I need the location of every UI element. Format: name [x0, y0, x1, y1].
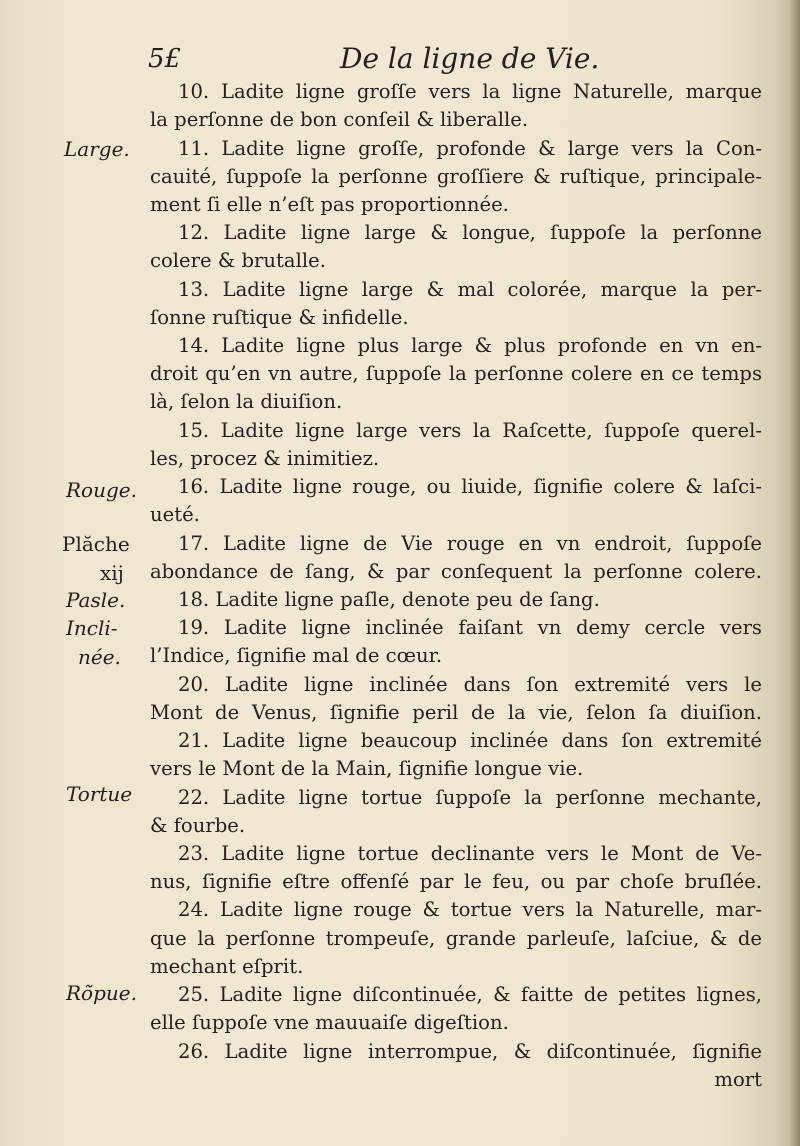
text-line: 24. Ladite ligne rouge & tortue vers la Naturelle, mar-	[178, 898, 762, 921]
text-line: 26. Ladite ligne interrompue, & diſcontinuée, ſignifie	[178, 1040, 762, 1063]
text-line: 16. Ladite ligne rouge, ou liuide, ſignifie colere & laſci-	[178, 475, 762, 498]
text-line: les, procez & inimitiez.	[150, 447, 380, 470]
margin-note-planche: Plăche	[62, 532, 130, 556]
text-line: 13. Ladite ligne large & mal colorée, marque la per-	[178, 278, 762, 301]
page-number: 5£	[148, 44, 182, 74]
text-line: 25. Ladite ligne diſcontinuée, & faitte de petites lignes,	[178, 983, 762, 1006]
text-line: 11. Ladite ligne groſſe, profonde & large vers la Con-	[178, 137, 762, 160]
text-line: 22. Ladite ligne tortue ſuppoſe la perſonne mechante,	[178, 786, 762, 809]
text-line: l’Indice, ſignifie mal de cœur.	[150, 644, 443, 667]
page-title: De la ligne de Vie.	[340, 42, 600, 75]
text-line: droit qu’en vn autre, ſuppoſe la perſonne colere en ce temps	[150, 362, 762, 385]
text-line: cauité, ſuppoſe la perſonne groſſiere & ruſtique, principale-	[150, 165, 762, 188]
text-line: Mont de Venus, ſignifie peril de la vie, ſelon ſa diuiſion.	[150, 701, 762, 724]
margin-note-large: Large.	[64, 137, 130, 161]
text-line: 10. Ladite ligne groſſe vers la ligne Naturelle, marque	[178, 80, 762, 103]
text-line: 14. Ladite ligne plus large & plus profonde en vn en-	[178, 334, 762, 357]
text-line: 23. Ladite ligne tortue declinante vers le Mont de Ve-	[178, 842, 762, 865]
page-gutter-shadow	[788, 0, 800, 1146]
text-line: 19. Ladite ligne inclinée faiſant vn demy cercle vers	[178, 616, 762, 639]
text-line: ſonne ruſtique & infidelle.	[150, 306, 409, 329]
text-line: mechant eſprit.	[150, 955, 304, 978]
text-line: vers le Mont de la Main, ſignifie longue vie.	[150, 757, 584, 780]
margin-note-plate-number: xij	[100, 561, 124, 585]
text-line: nus, ſignifie eſtre offenſé par le feu, ou par choſe bruſlée.	[150, 870, 762, 893]
text-line: ueté.	[150, 503, 200, 526]
text-line: 17. Ladite ligne de Vie rouge en vn endroit, ſuppoſe	[178, 532, 762, 555]
running-head	[0, 38, 800, 78]
margin-note-rouge: Rouge.	[66, 478, 137, 502]
text-line: 20. Ladite ligne inclinée dans ſon extremité vers le	[178, 673, 762, 696]
margin-note-tortue: Tortue	[66, 782, 133, 806]
text-line: & fourbe.	[150, 814, 246, 837]
text-line: abondance de ſang, & par conſequent la perſonne colere.	[150, 560, 762, 583]
text-line: elle ſuppoſe vne mauuaiſe digeſtion.	[150, 1011, 509, 1034]
text-line: que la perſonne trompeuſe, grande parleuſe, laſciue, & de	[150, 927, 762, 950]
margin-note-rompue: Rõpue.	[66, 981, 137, 1005]
text-line: colere & brutalle.	[150, 249, 326, 272]
catchword: mort	[714, 1068, 762, 1091]
margin-note-nee: née.	[78, 645, 121, 669]
text-line: ment ſi elle n’eſt pas proportionnée.	[150, 193, 509, 216]
text-line: 12. Ladite ligne large & longue, ſuppoſe la perſonne	[178, 221, 762, 244]
margin-note-incli: Incli-	[66, 616, 118, 640]
text-line: là, ſelon la diuiſion.	[150, 390, 343, 413]
margin-note-pasle: Pasle.	[66, 588, 126, 612]
text-line: 18. Ladite ligne paſle, denote peu de ſang.	[178, 588, 600, 611]
text-line: la perſonne de bon conſeil & liberalle.	[150, 108, 529, 131]
text-line: 21. Ladite ligne beaucoup inclinée dans ſon extremité	[178, 729, 762, 752]
text-line: 15. Ladite ligne large vers la Raſcette, ſuppoſe querel-	[178, 419, 762, 442]
